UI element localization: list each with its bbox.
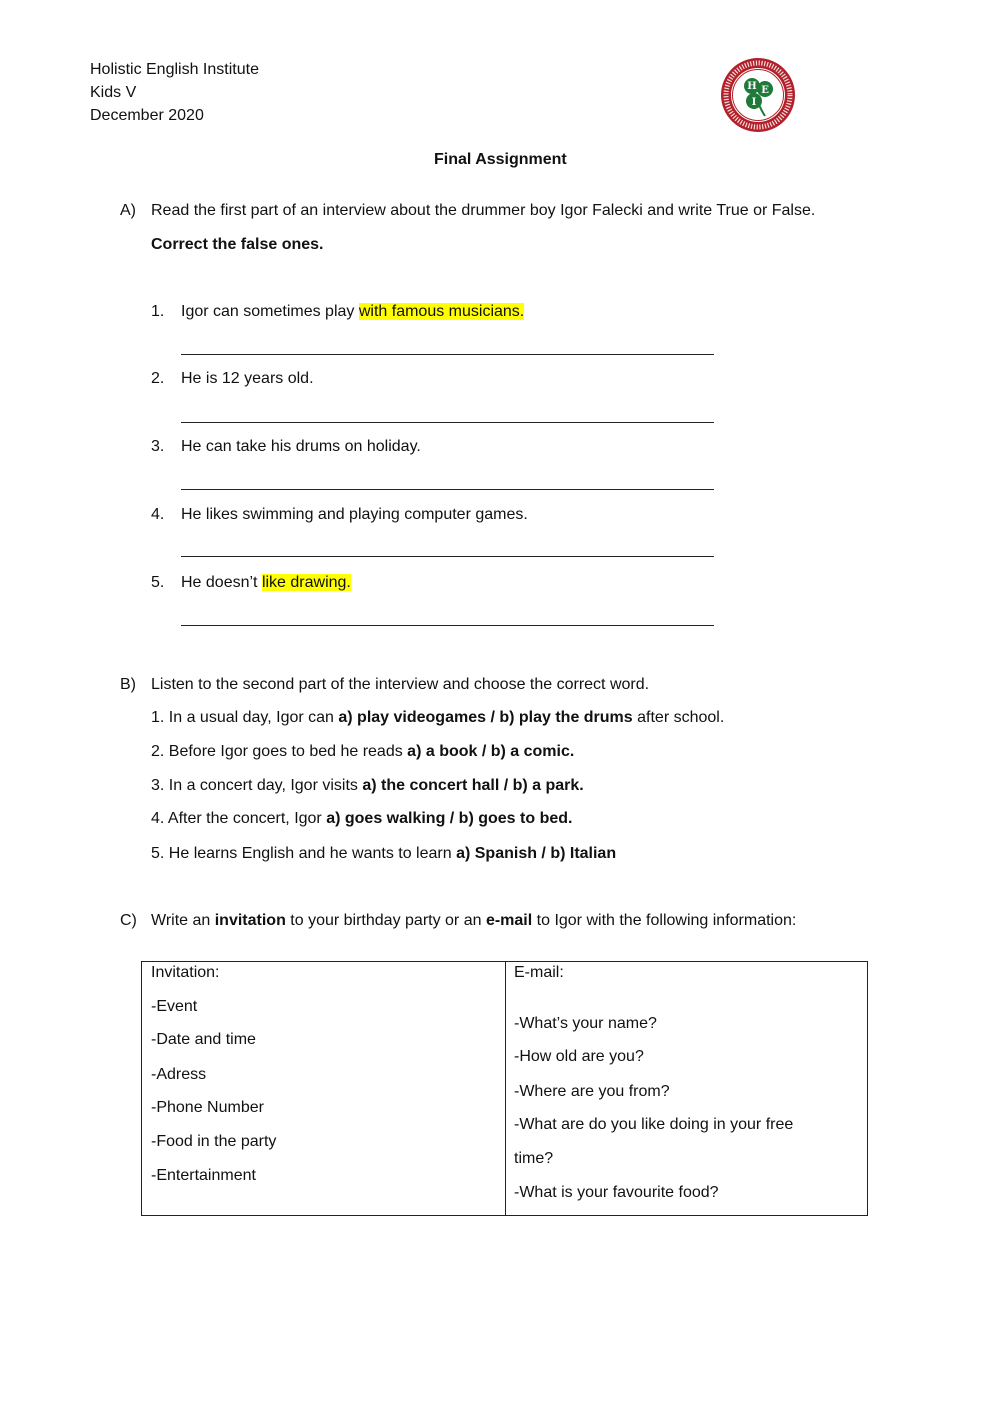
section-a-instruction-bold: Correct the false ones.: [151, 236, 324, 253]
choice-item: 3. In a concert day, Igor visits a) the concert hall / b) a park.: [151, 777, 584, 794]
email-item: -Where are you from?: [514, 1083, 670, 1100]
invitation-item: -Food in the party: [151, 1133, 277, 1150]
choice-item: 5. He learns English and he wants to learn a) Spanish / b) Italian: [151, 845, 617, 862]
choice-item: 4. After the concert, Igor a) goes walking / b) goes to bed.: [151, 810, 573, 827]
logo-letter-e: E: [761, 85, 769, 96]
email-item: time?: [514, 1150, 554, 1167]
tf-item-number: 5.: [151, 574, 165, 591]
page-title: Final Assignment: [434, 151, 567, 168]
choice-options[interactable]: a) goes walking / b) goes to bed.: [326, 810, 573, 827]
highlighted-text: with famous musicians.: [358, 303, 525, 320]
invitation-heading: Invitation:: [151, 964, 220, 981]
institute-name: Holistic English Institute: [90, 61, 259, 78]
tf-item-text: He likes swimming and playing computer games.: [181, 506, 528, 523]
answer-line[interactable]: [181, 556, 714, 557]
invitation-item: -Entertainment: [151, 1167, 256, 1184]
email-item: -What are do you like doing in your free: [514, 1116, 794, 1133]
tf-item-text: He doesn’t like drawing.: [181, 574, 351, 591]
email-heading: E-mail:: [514, 964, 564, 981]
invitation-item: -Date and time: [151, 1031, 256, 1048]
tf-item-text: Igor can sometimes play with famous musicians.: [181, 303, 525, 320]
document-date: December 2020: [90, 107, 204, 124]
invitation-item: -Phone Number: [151, 1099, 264, 1116]
email-item: -What’s your name?: [514, 1015, 657, 1032]
invitation-cell[interactable]: [142, 962, 506, 1216]
tf-item-number: 1.: [151, 303, 165, 320]
tf-item-number: 2.: [151, 370, 165, 387]
answer-line[interactable]: [181, 489, 714, 490]
class-level: Kids V: [90, 84, 137, 101]
logo-letter-i: I: [751, 97, 757, 108]
choice-item: 1. In a usual day, Igor can a) play videogames / b) play the drums after school.: [151, 709, 725, 726]
email-item: -What is your favourite food?: [514, 1184, 719, 1201]
email-cell[interactable]: [506, 962, 868, 1216]
email-item: -How old are you?: [514, 1048, 644, 1065]
choice-options[interactable]: a) the concert hall / b) a park.: [362, 777, 584, 794]
institute-logo: [719, 56, 797, 134]
highlighted-text: like drawing.: [261, 574, 351, 591]
answer-line[interactable]: [181, 422, 714, 423]
section-c-instruction: Write an invitation to your birthday party or an e-mail to Igor with the following information:: [151, 912, 797, 929]
logo-letter-h: H: [747, 81, 757, 92]
tf-item-number: 3.: [151, 438, 165, 455]
section-a-instruction: Read the first part of an interview about the drummer boy Igor Falecki and write True or False.: [151, 202, 816, 219]
section-b-marker: B): [120, 676, 136, 693]
choice-options[interactable]: a) a book / b) a comic.: [407, 743, 575, 760]
tf-item-number: 4.: [151, 506, 165, 523]
invitation-item: -Adress: [151, 1066, 207, 1083]
tf-item-text: He can take his drums on holiday.: [181, 438, 421, 455]
choice-item: 2. Before Igor goes to bed he reads a) a book / b) a comic.: [151, 743, 575, 760]
choice-options[interactable]: a) Spanish / b) Italian: [456, 845, 617, 862]
section-a-marker: A): [120, 202, 136, 219]
tf-item-text: He is 12 years old.: [181, 370, 314, 387]
invitation-item: -Event: [151, 998, 198, 1015]
choice-options[interactable]: a) play videogames / b) play the drums: [338, 709, 633, 726]
writing-task-table: [141, 961, 868, 1216]
answer-line[interactable]: [181, 625, 714, 626]
section-b-instruction: Listen to the second part of the interview and choose the correct word.: [151, 676, 650, 693]
answer-line[interactable]: [181, 354, 714, 355]
section-c-marker: C): [120, 912, 137, 929]
